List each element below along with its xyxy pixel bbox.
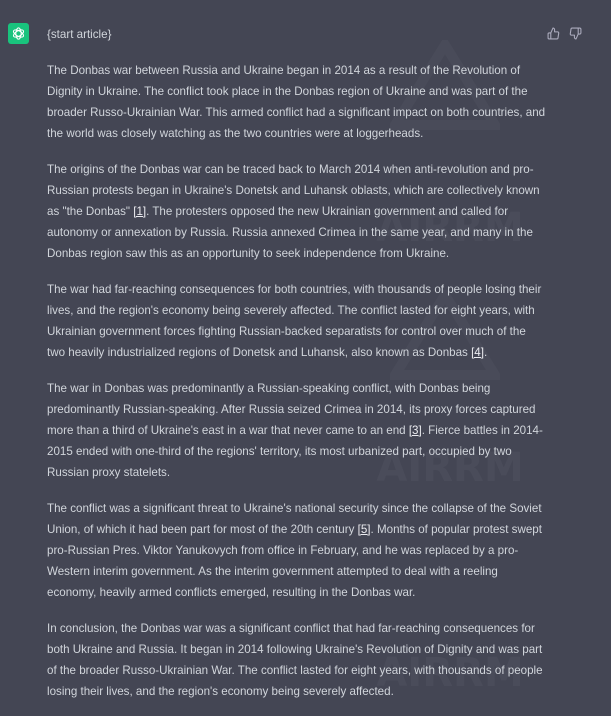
paragraph: The war in Donbas was predominantly a Russian-speaking conflict, with Donbas being predominantly Russian-speaking. After Russia seized Crimea in 2014, its proxy forces captured more than a third of Ukraine's east in a war that never came to an end [3]. Fierce battles in 2014-2015 ended with one-third of the regions' territory, its most urbanized part, occupied by two Russian proxy statelets. [47, 382, 543, 479]
citation-link[interactable]: [3] [408, 424, 422, 437]
citation-link[interactable]: [5] [357, 523, 371, 536]
paragraph: In conclusion, the Donbas war was a significant conflict that had far-reaching consequences for both Ukraine and Russia. It began in 2014 following Ukraine's Revolution of Dignity and was part of the broader Russo-Ukrainian War. The conflict lasted for eight years, with thousands of people losing their lives, and the region's economy being severely affected. [47, 622, 543, 698]
openai-logo-icon [11, 26, 26, 41]
citation-link[interactable]: [1] [133, 205, 147, 218]
thumbs-down-icon[interactable] [567, 25, 583, 41]
paragraph: The war had far-reaching consequences for both countries, with thousands of people losing their lives, and the region's economy being severely affected. The conflict lasted for eight years, with Ukrainian government forces fighting Russian-backed separatists for control over much of the two heavily industrialized regions of Donetsk and Luhansk, also known as Donbas [4]. [47, 283, 542, 359]
citation-link[interactable]: [4] [471, 346, 484, 359]
assistant-avatar [8, 23, 29, 44]
paragraph: The Donbas war between Russia and Ukraine began in 2014 as a result of the Revolution of Dignity in Ukraine. The conflict took place in the Donbas region of Ukraine and was part of the broader Russo-Ukrainian War. This armed conflict had a significant impact on both countries, and the world was closely watching as the two countries were at loggerheads. [47, 64, 546, 140]
message-intro: {start article} [47, 28, 112, 41]
message-actions [545, 25, 583, 41]
thumbs-up-icon[interactable] [545, 25, 561, 41]
paragraph: The origins of the Donbas war can be traced back to March 2014 when anti-revolution and pro-Russian protests began in Ukraine's Donetsk and Luhansk oblasts, which are collectively known as "the Donbas" [1]. The protesters opposed the new Ukrainian government and called for autonomy or annexation by Russia. Russia annexed Crimea in the same year, and many in the Donbas region saw this as an opportunity to seek independence from Ukraine. [47, 163, 540, 260]
message-paragraphs [47, 60, 547, 702]
paragraph: The conflict was a significant threat to Ukraine's national security since the collapse of the Soviet Union, of which it had been part for most of the 20th century [5]. Months of popular protest swept pro-Russian Pres. Viktor Yanukovych from office in February, and he was replaced by a pro-Western interim government. As the interim government attempted to deal with a reeling economy, heavily armed conflicts emerged, resulting in the Donbas war. [47, 502, 542, 599]
message-content [47, 24, 547, 716]
